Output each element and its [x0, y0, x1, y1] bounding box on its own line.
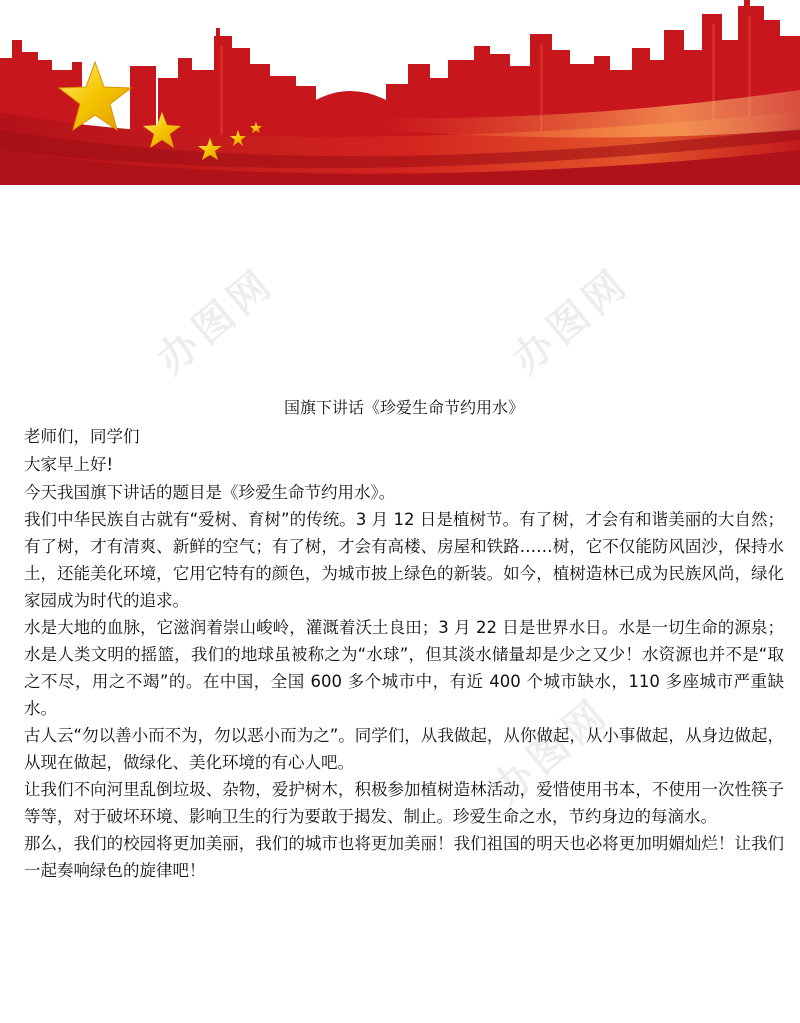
salutation: 老师们，同学们 [24, 427, 140, 446]
watermark: 办图网 [503, 259, 639, 384]
header-banner [0, 0, 800, 185]
greeting: 大家早上好! [24, 455, 114, 474]
document-title: 国旗下讲话《珍爱生命节约用水》 [283, 398, 524, 417]
paragraph: 今天我国旗下讲话的题目是《珍爱生命节约用水》。 [24, 483, 396, 502]
speech-document [24, 394, 784, 884]
paragraph: 那么，我们的校园将更加美丽，我们的城市也将更加美丽！我们祖国的明天也必将更加明媚灿烂！让我们一起奏响绿色的旋律吧！ [24, 834, 784, 880]
paragraph: 古人云“勿以善小而不为，勿以恶小而为之”。同学们，从我做起，从你做起，从小事做起，从身边做起，从现在做起，做绿化、美化环境的有心人吧。 [24, 726, 784, 772]
paragraph: 水是大地的血脉，它滋润着崇山峻岭，灌溉着沃土良田；3 月 22 日是世界水日。水是一切生命的源泉；水是人类文明的摇篮，我们的地球虽被称之为“水球”，但其淡水储量却是少之又少！水资源也并不是“取之不尽，用之不竭”的。在中国，全国 600 多个城市中，有近 400 个城市缺水，110 多座城市严重缺水。 [24, 618, 784, 718]
watermark: 办图网 [148, 259, 284, 384]
paragraph: 我们中华民族自古就有“爱树、育树”的传统。3 月 12 日是植树节。有了树，才会有和谐美丽的大自然；有了树，才有清爽、新鲜的空气；有了树，才会有高楼、房屋和铁路……树，它不仅能防风固沙，保持水土，还能美化环境，它用它特有的颜色，为城市披上绿色的新装。如今，植树造林已成为民族风尚，绿化家园成为时代的追求。 [24, 510, 784, 610]
paragraph: 让我们不向河里乱倒垃圾、杂物，爱护树木，积极参加植树造林活动，爱惜使用书本，不使用一次性筷子等等，对于破坏环境、影响卫生的行为要敢于揭发、制止。珍爱生命之水，节约身边的每滴水。 [24, 780, 784, 826]
watermark: 办图网 [483, 689, 619, 814]
city-skyline-banner-graphic [0, 0, 800, 185]
